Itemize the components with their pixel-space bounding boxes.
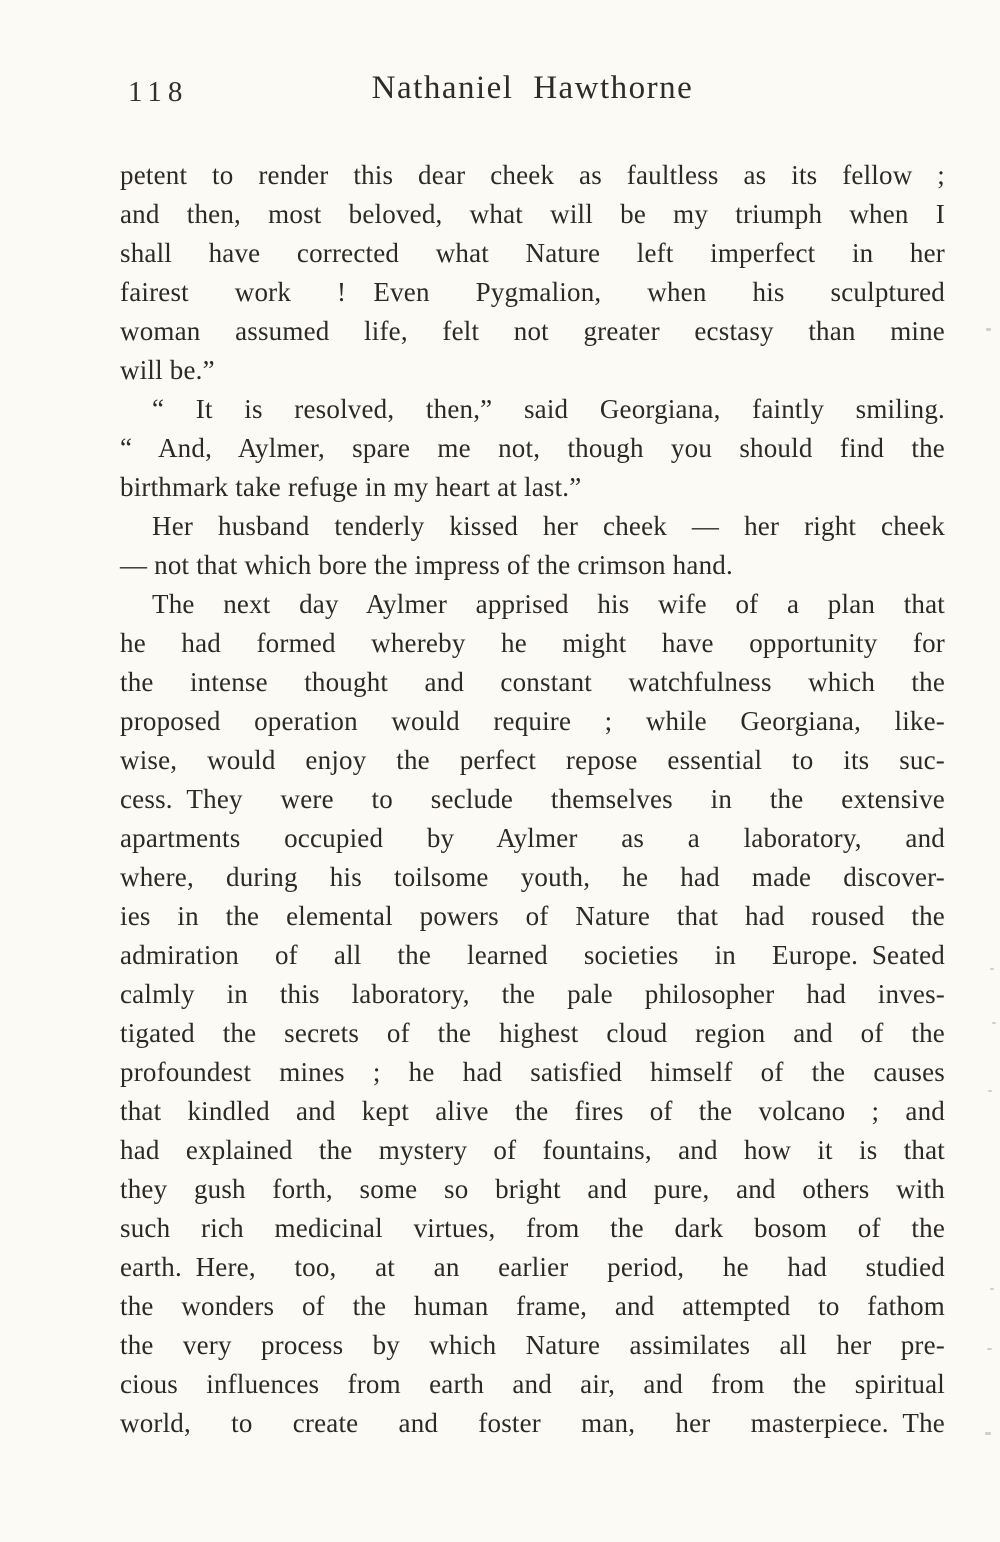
running-head — [120, 70, 945, 112]
text-line: the very process by which Nature assimilates all her pre- — [120, 1330, 945, 1360]
text-line: that kindled and kept alive the fires of the volcano ; and — [120, 1096, 945, 1126]
text-line: cious influences from earth and air, and from the spiritual — [120, 1369, 945, 1399]
text-line: tigated the secrets of the highest cloud region and of the — [120, 1018, 945, 1048]
text-line: Her husband tenderly kissed her cheek — her right cheek — [152, 511, 945, 541]
text-line: calmly in this laboratory, the pale philosopher had inves- — [120, 979, 945, 1009]
text-line: proposed operation would require ; while Georgiana, like- — [120, 706, 945, 736]
text-line: they gush forth, some so bright and pure, and others with — [120, 1174, 945, 1204]
text-line: “ And, Aylmer, spare me not, though you should find the — [120, 433, 945, 463]
text-line: admiration of all the learned societies in Europe. Seated — [120, 940, 945, 970]
text-line: cess. They were to seclude themselves in the extensive — [120, 784, 945, 814]
text-line: the wonders of the human frame, and attempted to fathom — [120, 1291, 945, 1321]
text-line: woman assumed life, felt not greater ecstasy than mine — [120, 316, 945, 346]
scan-artifact — [990, 1288, 994, 1290]
text-line: birthmark take refuge in my heart at last.” — [120, 472, 582, 502]
scan-artifact — [988, 1090, 992, 1092]
text-line: apartments occupied by Aylmer as a laboratory, and — [120, 823, 945, 853]
text-line: earth. Here, too, at an earlier period, he had studied — [120, 1252, 945, 1282]
text-line: where, during his toilsome youth, he had made discover- — [120, 862, 945, 892]
text-line: the intense thought and constant watchfulness which the — [120, 667, 945, 697]
page-number: 118 — [128, 76, 189, 108]
text-line: world, to create and foster man, her masterpiece. The — [120, 1408, 945, 1438]
scan-artifact — [992, 1022, 996, 1024]
paragraph — [120, 585, 945, 1443]
scan-artifact — [990, 968, 994, 970]
text-line: had explained the mystery of fountains, and how it is that — [120, 1135, 945, 1165]
text-block — [120, 70, 945, 1443]
scan-artifact — [986, 328, 991, 331]
paragraph — [120, 156, 945, 390]
text-line: wise, would enjoy the perfect repose essential to its suc- — [120, 745, 945, 775]
text-line: such rich medicinal virtues, from the dark bosom of the — [120, 1213, 945, 1243]
text-line: and then, most beloved, what will be my triumph when I — [120, 199, 945, 229]
text-line: ies in the elemental powers of Nature that had roused the — [120, 901, 945, 931]
text-line: profoundest mines ; he had satisfied himself of the causes — [120, 1057, 945, 1087]
text-line: he had formed whereby he might have opportunity for — [120, 628, 945, 658]
running-header-title: Nathaniel Hawthorne — [371, 70, 694, 106]
text-line: fairest work ! Even Pygmalion, when his sculptured — [120, 277, 945, 307]
text-line: — not that which bore the impress of the crimson hand. — [120, 550, 733, 580]
text-line: The next day Aylmer apprised his wife of a plan that — [152, 589, 945, 619]
scan-artifact — [987, 1348, 992, 1350]
text-line: shall have corrected what Nature left imperfect in her — [120, 238, 945, 268]
paragraph — [120, 507, 945, 585]
text-line: “ It is resolved, then,” said Georgiana, faintly smiling. — [152, 394, 945, 424]
text-line: will be.” — [120, 355, 215, 385]
paragraph — [120, 390, 945, 507]
page-body — [120, 156, 945, 1443]
text-line: petent to render this dear cheek as faultless as its fellow ; — [120, 160, 945, 190]
scan-artifact — [985, 1432, 991, 1435]
